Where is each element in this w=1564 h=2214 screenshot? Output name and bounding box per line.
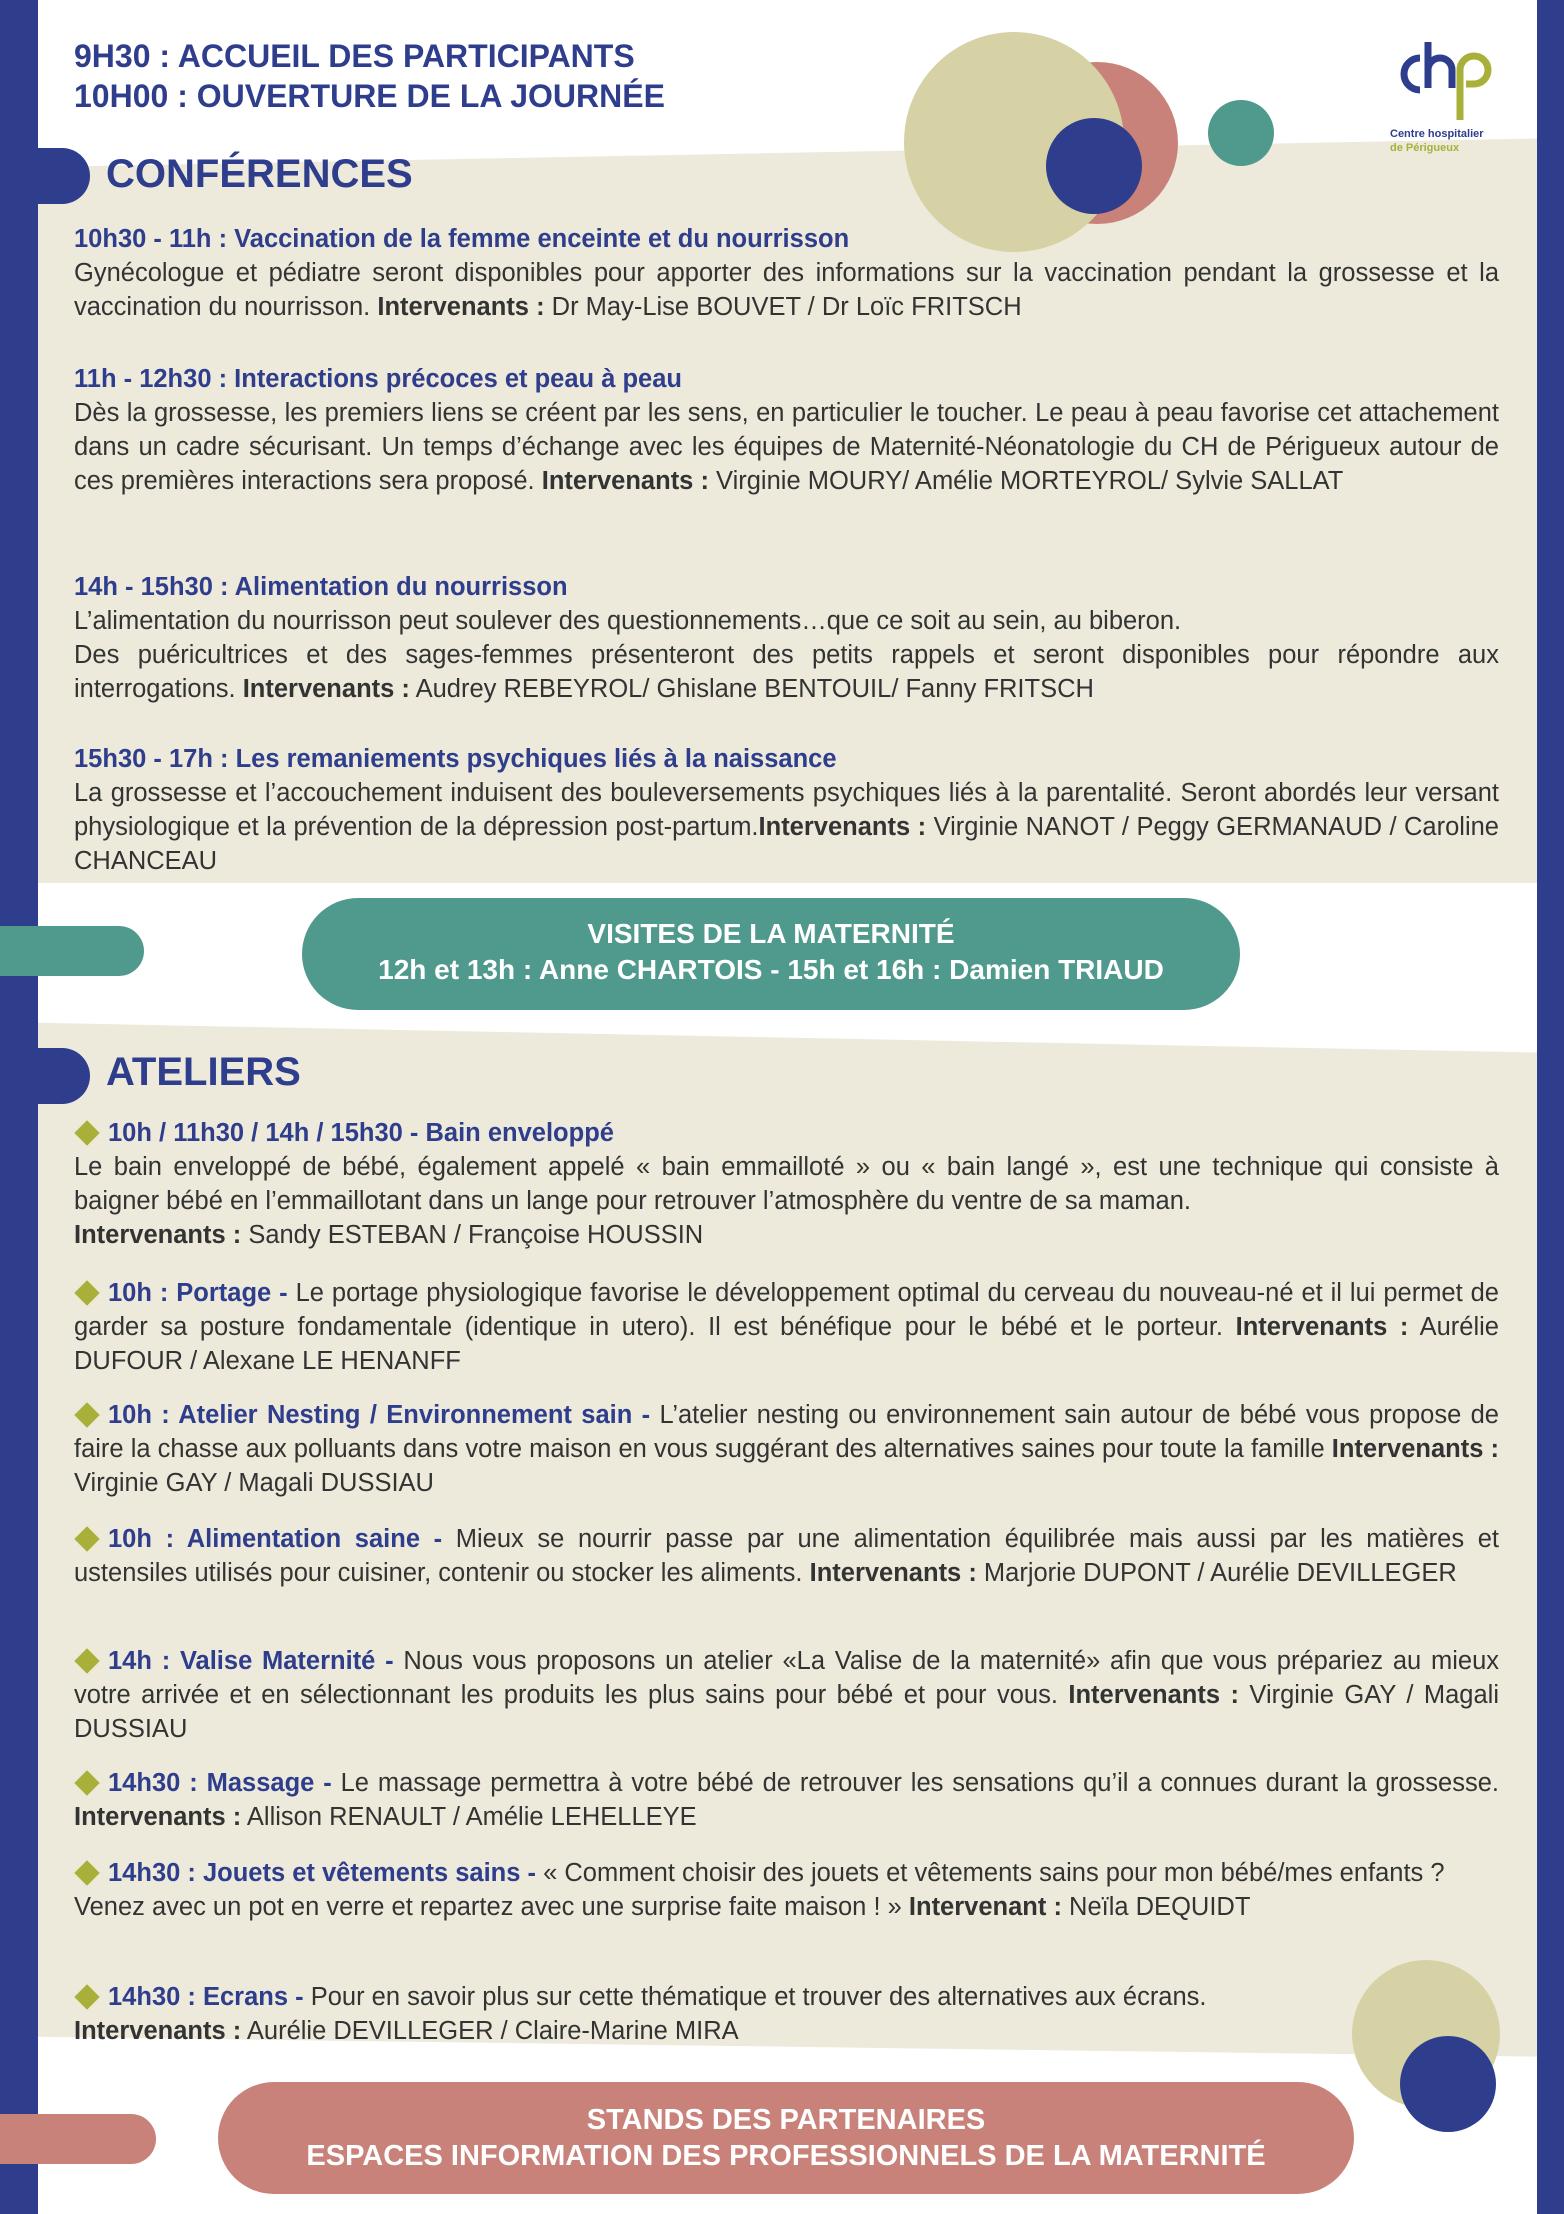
conference-item (74, 742, 1499, 878)
stands-section-tab (0, 2114, 156, 2164)
atelier-title: 10h : Atelier Nesting / Environnement sain - (108, 1401, 651, 1429)
conference-description: L’alimentation du nourrisson peut soulever des questionnements…que ce soit au sein, au biberon. (74, 607, 1182, 635)
atelier-item (74, 1276, 1499, 1378)
speakers-label: Intervenants : (1068, 1681, 1239, 1709)
atelier-item (74, 1980, 1314, 2048)
ateliers-section-tab (0, 1048, 90, 1104)
diamond-bullet-icon (74, 1860, 99, 1885)
atelier-title: 10h : Portage - (108, 1279, 288, 1307)
conference-title: 15h30 - 17h : Les remaniements psychiques liés à la naissance (74, 745, 837, 773)
speakers-label: Intervenants : (74, 1221, 242, 1249)
ateliers-title: ATELIERS (106, 1050, 301, 1094)
speaker-names: Virginie GAY / Magali DUSSIAU (74, 1469, 434, 1497)
event-header (74, 36, 665, 116)
speaker-names: Audrey REBEYROL/ Ghislane BENTOUIL/ Fanny FRITSCH (415, 675, 1094, 703)
atelier-item (74, 1856, 1499, 1924)
conference-item (74, 362, 1499, 498)
speaker-names: Virginie NANOT / Peggy GERMANAUD / Caroline CHANCEAU (74, 813, 1499, 875)
conferences-title: CONFÉRENCES (106, 152, 413, 196)
atelier-item (74, 1116, 1499, 1252)
atelier-description: Nous vous proposons un atelier «La Valise de la maternité» afin que vous prépariez au mieux votre arrivée et en sélectionnant les produits les plus sains pour bébé et pour vous. (74, 1647, 1500, 1709)
atelier-item (74, 1644, 1499, 1746)
header-opening-line: 10H00 : OUVERTURE DE LA JOURNÉE (74, 78, 665, 114)
conference-item (74, 570, 1499, 706)
speakers-label: Intervenants : (809, 1559, 977, 1587)
atelier-description: Le massage permettra à votre bébé de retrouver les sensations qu’il a connues durant la grossesse. (340, 1769, 1499, 1797)
diamond-bullet-icon (74, 1280, 99, 1305)
speakers-label: Intervenants : (1331, 1435, 1499, 1463)
navy-circle-decoration (1046, 118, 1142, 214)
speakers-label: Intervenants : (242, 675, 410, 703)
speaker-names: Neïla DEQUIDT (1069, 1893, 1251, 1921)
atelier-item (74, 1398, 1499, 1500)
diamond-bullet-icon (74, 1402, 99, 1427)
speakers-label: Intervenants : (758, 813, 927, 841)
diamond-bullet-icon (74, 1120, 99, 1145)
conference-title: 10h30 - 11h : Vaccination de la femme enceinte et du nourrisson (74, 225, 850, 253)
atelier-description: L’atelier nesting ou environnement sain autour de bébé vous propose de faire la chasse aux polluants dans votre maison en vous suggérant des alternatives saines pour toute la famille (74, 1401, 1499, 1463)
speakers-label: Intervenants : (74, 1803, 242, 1831)
diamond-bullet-icon (74, 1526, 99, 1551)
visits-banner (302, 898, 1240, 1010)
speaker-names: Virginie GAY / Magali DUSSIAU (74, 1681, 1499, 1743)
atelier-description: Le portage physiologique favorise le développement optimal du cerveau du nouveau-né et il lui permet de garder sa posture fondamentale (identique in utero). Il est bénéfique pour le bébé et le porteur. (74, 1279, 1499, 1341)
conferences-section-tab (0, 148, 90, 204)
stands-subtitle: ESPACES INFORMATION DES PROFESSIONNELS DE LA MATERNITÉ (306, 2140, 1266, 2172)
speaker-names: Sandy ESTEBAN / Françoise HOUSSIN (248, 1221, 704, 1249)
conference-description: Dès la grossesse, les premiers liens se créent par les sens, en particulier le toucher. Le peau à peau favorise cet attachement dans un cadre sécurisant. Un temps d’échange avec les équipes de Maternité-Néonatologie du CH de Périgueux autour de ces premières interactions sera proposé. (74, 399, 1499, 495)
conference-description-continued: Des puéricultrices et des sages-femmes présenteront des petits rappels et seront disponibles pour répondre aux interrogations. (74, 641, 1499, 703)
speaker-names: Aurélie DEVILLEGER / Claire-Marine MIRA (246, 2017, 739, 2045)
chp-logo (1390, 36, 1510, 155)
conference-item (74, 222, 1499, 324)
speaker-names: Allison RENAULT / Amélie LEHELLEYE (246, 1803, 697, 1831)
atelier-description: Le bain enveloppé de bébé, également appelé « bain emmailloté » ou « bain langé », est une technique qui consiste à baigner bébé en l’emmaillotant dans un lange pour retrouver l’atmosphère du ventre de sa maman. (74, 1153, 1499, 1215)
atelier-title-text: 10h / 11h30 / 14h / 15h30 - Bain enveloppé (108, 1119, 614, 1147)
chp-logo-icon (1390, 36, 1500, 122)
speakers-label: Intervenants : (74, 2017, 242, 2045)
atelier-description: « Comment choisir des jouets et vêtements sains pour mon bébé/mes enfants ? Venez avec un pot en verre et repartez avec une surprise faite maison ! » (74, 1859, 1445, 1921)
navy-circle-bottom-decoration (1400, 2036, 1496, 2132)
visits-schedule: 12h et 13h : Anne CHARTOIS - 15h et 16h : Damien TRIAUD (378, 954, 1164, 985)
header-welcome-line: 9H30 : ACCUEIL DES PARTICIPANTS (74, 38, 635, 74)
conference-description: Gynécologue et pédiatre seront disponibles pour apporter des informations sur la vaccination pendant la grossesse et la vaccination du nourrisson. (74, 259, 1499, 321)
atelier-description: Pour en savoir plus sur cette thématique et trouver des alternatives aux écrans. (310, 1983, 1207, 2011)
atelier-title: 10h : Alimentation saine - (108, 1525, 443, 1553)
conference-description: La grossesse et l’accouchement induisent des bouleversements psychiques liés à la parentalité. Seront abordés leur versant physiologique et la prévention de la dépression post-partum. (74, 779, 1499, 841)
atelier-title: 14h30 : Ecrans - (108, 1983, 304, 2011)
speaker-names: Dr May-Lise BOUVET / Dr Loïc FRITSCH (551, 293, 1022, 321)
atelier-description: Mieux se nourrir passe par une alimentation équilibrée mais aussi par les matières et ustensiles utilisés pour cuisiner, contenir ou stocker les aliments. (74, 1525, 1499, 1587)
visits-title: VISITES DE LA MATERNITÉ (587, 918, 955, 949)
atelier-title: 14h30 : Massage - (108, 1769, 332, 1797)
speakers-label: Intervenants : (1235, 1313, 1409, 1341)
teal-circle-decoration (1208, 100, 1274, 166)
conference-title: 11h - 12h30 : Interactions précoces et peau à peau (74, 365, 682, 393)
diamond-bullet-icon (74, 1984, 99, 2009)
speakers-label: Intervenants : (541, 467, 709, 495)
atelier-item (74, 1766, 1499, 1834)
speaker-names: Virginie MOURY/ Amélie MORTEYROL/ Sylvie SALLAT (716, 467, 1344, 495)
atelier-item (74, 1522, 1499, 1590)
atelier-title (74, 1116, 1499, 1150)
speakers-label: Intervenants : (377, 293, 545, 321)
speaker-names: Aurélie DUFOUR / Alexane LE HENANFF (74, 1313, 1499, 1375)
stands-title: STANDS DES PARTENAIRES (586, 2104, 986, 2136)
visits-section-tab (0, 926, 144, 976)
speaker-names: Marjorie DUPONT / Aurélie DEVILLEGER (983, 1559, 1457, 1587)
speakers-label: Intervenant : (908, 1893, 1062, 1921)
diamond-bullet-icon (74, 1770, 99, 1795)
logo-text-line2: de Périgueux (1390, 142, 1460, 154)
stands-banner (218, 2082, 1354, 2194)
left-border-strip (0, 0, 38, 2214)
right-border-strip (1537, 0, 1564, 2214)
logo-text-line1: Centre hospitalier (1390, 128, 1484, 140)
atelier-title: 14h : Valise Maternité - (108, 1647, 394, 1675)
conference-title: 14h - 15h30 : Alimentation du nourrisson (74, 573, 568, 601)
atelier-title: 14h30 : Jouets et vêtements sains - (108, 1859, 537, 1887)
diamond-bullet-icon (74, 1648, 99, 1673)
